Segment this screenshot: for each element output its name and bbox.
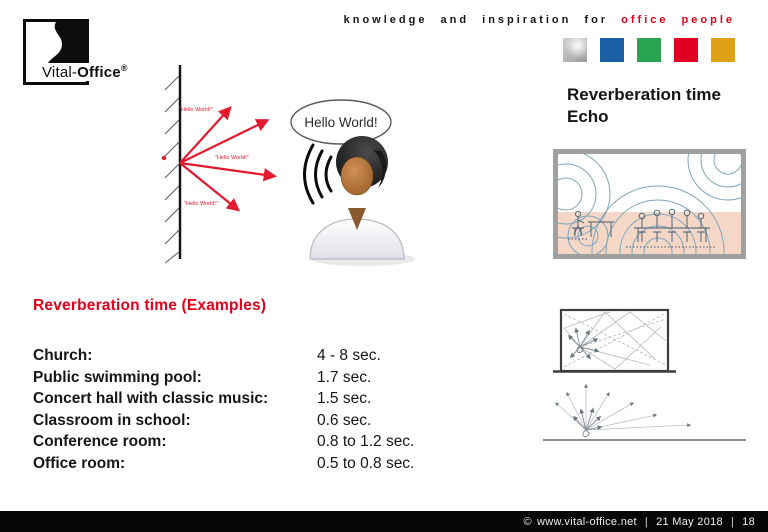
person-icon — [310, 136, 415, 266]
reflection-sketches — [540, 297, 768, 457]
echo-label-middle: "Hello World!" — [215, 155, 249, 161]
row-label: Office room: — [33, 454, 126, 472]
footer-site: www.vital-office.net — [536, 515, 637, 528]
row-label: Conference room: — [33, 433, 167, 450]
echo-label-bottom: "Hello World!" — [184, 201, 218, 207]
row-label: Public swimming pool: — [33, 368, 202, 386]
palette-square-gold — [711, 38, 735, 62]
examples-heading: Reverberation time (Examples) — [33, 297, 267, 314]
footer-divider: | — [644, 515, 649, 528]
table-row — [33, 345, 414, 367]
palette-square-green — [637, 38, 661, 62]
logo-name-regular: Vital- — [42, 64, 78, 81]
palette-square-blue — [600, 38, 624, 62]
palette-square-silver — [563, 38, 587, 62]
table-row — [33, 453, 414, 475]
row-value: 0.5 to 0.8 sec. — [317, 454, 415, 472]
footer-bar — [0, 511, 768, 532]
row-value: 0.6 sec. — [317, 411, 372, 429]
brand-color-squares — [563, 38, 735, 62]
topic-heading — [567, 84, 721, 128]
tagline-highlight: office people — [621, 14, 735, 26]
logo-name-bold: Office — [77, 64, 121, 81]
examples-table — [33, 345, 414, 474]
indoor-reflections-sketch — [553, 310, 676, 372]
table-row — [33, 410, 414, 432]
table-row — [33, 431, 414, 453]
topic-line1: Reverberation time — [567, 85, 721, 104]
room-sound-waves-image — [558, 154, 741, 254]
palette-square-red — [674, 38, 698, 62]
sound-source-dot — [162, 156, 166, 160]
table-row — [33, 388, 414, 410]
row-label: Concert hall with classic music: — [33, 390, 269, 407]
copyright-symbol: © — [523, 515, 532, 528]
sound-waves-icon — [305, 145, 332, 203]
registered-mark: ® — [120, 63, 128, 73]
echo-label-top: "Hello World!" — [179, 107, 213, 113]
wall-icon — [165, 65, 180, 263]
footer-divider: | — [730, 515, 735, 528]
row-label: Classroom in school: — [33, 411, 191, 429]
row-value: 0.8 to 1.2 sec. — [317, 433, 415, 450]
speech-bubble-text: Hello World! — [304, 115, 378, 130]
row-value: 1.7 sec. — [317, 368, 372, 386]
row-value: 4 - 8 sec. — [317, 347, 381, 364]
wall-echo-illustration — [135, 58, 435, 273]
row-label: Church: — [33, 347, 93, 364]
vital-office-logo-text — [40, 63, 130, 81]
topic-line2: Echo — [567, 107, 609, 126]
footer-date: 21 May 2018 — [656, 515, 723, 528]
row-value: 1.5 sec. — [317, 390, 372, 407]
outdoor-rays-sketch — [543, 385, 746, 440]
reverberation-room-illustration — [553, 149, 746, 259]
tagline — [344, 14, 735, 26]
vital-office-logo — [23, 19, 143, 89]
table-row — [33, 367, 414, 389]
footer-page-number: 18 — [742, 515, 755, 528]
tagline-prefix: knowledge and inspiration for — [343, 14, 609, 26]
